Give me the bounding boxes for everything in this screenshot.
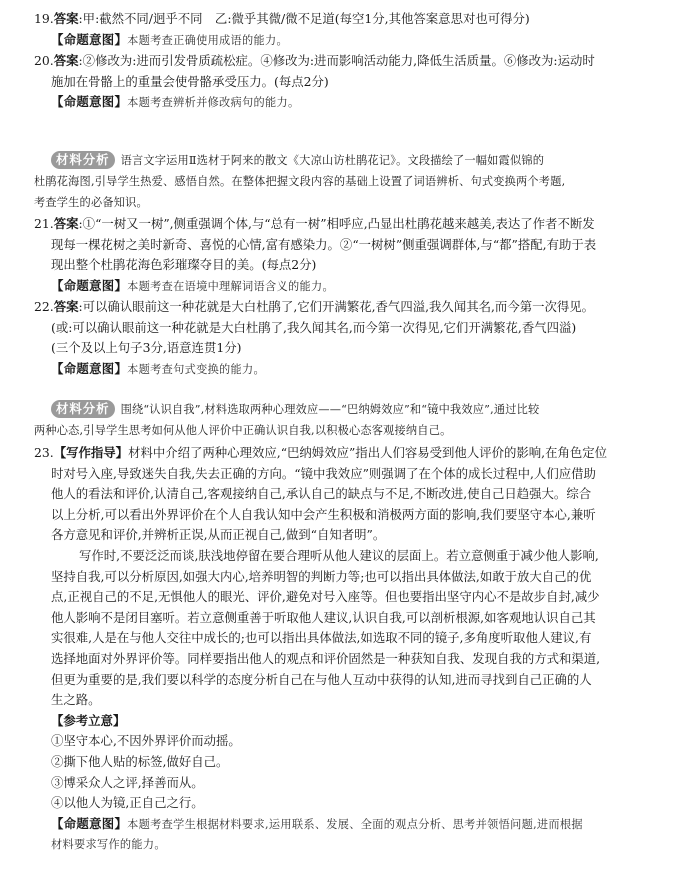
q23-guide-p1-2: 他人的看法和评价,认清自己,客观接纳自己,承认自己的缺点与不足,不断改进,使自己日趋强大。综合 (51, 486, 592, 502)
q23-intent-text-1: 本题考查学生根据材料要求,运用联系、发展、全面的观点分析、思考并领悟问题,进而根据 (127, 817, 583, 831)
analysis1-line-2: 杜鹃花海图,引导学生热爱、感悟自然。在整体把握文段内容的基础上设置了词语辨析、句式变换两个考题, (34, 175, 566, 188)
analysis2-line-2: 两种心态,引导学生思考如何从他人评价中正确认识自我,以积极心态客观接纳自己。 (34, 424, 452, 437)
q21-number: 21. (34, 216, 54, 231)
q20-answer-label: 答案 (53, 53, 79, 68)
q19-answer-line (34, 9, 664, 30)
q23-guide-p1-0: 材料中介绍了两种心理效应,“巴纳姆效应”指出人们容易受到他人评价的影响,在角色定位 (128, 445, 608, 460)
q23-ref-item-1: ①坚守本心,不因外界评价而动摇。 (51, 733, 241, 749)
q19-intent-label: 【命题意图】 (51, 31, 128, 47)
q21-answer-label: 答案 (53, 216, 79, 231)
q19-answer-label: 答案 (53, 11, 79, 26)
material-analysis-1 (51, 151, 664, 172)
q21-answer-line-2: 现每一棵花树之美时新奇、喜悦的心情,富有感染力。②“一树树”侧重强调群体,与“都”搭配,有助于表 (51, 236, 597, 252)
q22-answer-line-1 (34, 297, 664, 318)
q23-guide-p2-7: 生之路。 (51, 692, 101, 708)
q19-intent-text: 本题考查正确使用成语的能力。 (127, 33, 288, 47)
analysis2-line-1 (51, 400, 664, 421)
q22-intent-text: 本题考查句式变换的能力。 (127, 362, 266, 376)
q23-guide-p2-2: 点,正视自己的不足,无惧他人的眼光、评价,避免对号入座等。但也要指出坚守内心不是故步自封,减少 (51, 589, 600, 605)
q20-intent-text: 本题考查辨析并修改病句的能力。 (127, 96, 300, 110)
q23-guide-p2-1: 坚持自我,可以分析原因,如强大内心,培养明智的判断力等;也可以指出具体做法,如敢于放大自己的优 (51, 568, 592, 584)
analysis1-line-3: 考查学生的必备知识。 (34, 195, 148, 209)
q21-answer-line-1 (34, 214, 664, 235)
q23-guide-label: 【写作指导】 (53, 445, 129, 460)
q23-guide-p2-4: 实很难,人是在与他人交往中成长的;也可以指出具体做法,如选取不同的镜子,多角度听取他人建议,有 (51, 630, 592, 646)
q19-answer-text: :甲:截然不同/迥乎不同 乙:微乎其微/微不足道(每空1分,其他答案意思对也可得分) (78, 11, 530, 26)
question-19 (34, 9, 664, 51)
q23-guide-p2-5: 选择地面对外界评价等。同样要指出他人的观点和评价固然是一种获知自我、发现自我的方式和渠道, (51, 650, 601, 666)
q23-guide-p2-6: 但更为重要的是,我们要以科学的态度分析自己在与他人互动中获得的认知,进而寻找到自己正确的人 (51, 671, 592, 687)
q22-answer-text-1: :可以确认眼前这一种花就是大白杜鹃了,它们开满繁花,香气四溢,我久闻其名,而今第一次得见。 (78, 299, 595, 314)
q20-intent-line (34, 92, 664, 114)
q22-intent-label: 【命题意图】 (51, 360, 128, 376)
q20-answer-line-2: 施加在骨骼上的重量会使骨骼承受压力。(每点2分) (51, 73, 329, 89)
q21-answer-line-3: 现出整个杜鹃花海色彩璀璨夺目的美。(每点2分) (51, 257, 317, 273)
q19-intent-line (34, 30, 664, 52)
q23-guide-p2-0: 写作时,不要泛泛而谈,肤浅地停留在要合理听从他人建议的层面上。若立意侧重于减少他人影响, (79, 547, 599, 563)
q20-answer-line-1 (34, 51, 664, 72)
q23-intent-line-1 (34, 814, 664, 836)
q23-intent-line-2: 材料要求写作的能力。 (51, 838, 166, 852)
material-analysis-1-cont (34, 172, 664, 213)
q19-number: 19. (34, 11, 54, 26)
analysis2-badge: 材料分析 (51, 400, 115, 418)
q21-intent-text: 本题考查在语境中理解词语含义的能力。 (127, 279, 334, 293)
q23-guide-line-1 (34, 443, 664, 464)
q22-intent-line (34, 359, 664, 381)
q21-answer-text-1: :①“一树又一树”,侧重强调个体,与“总有一树”相呼应,凸显出杜鹃花越来越美,表达了作者不断发 (78, 216, 595, 231)
q23-ref-item-3: ③博采众人之评,择善而从。 (51, 774, 204, 790)
q23-ref-item-4: ④以他人为镜,正自己之行。 (51, 795, 204, 811)
q21-intent-line (34, 276, 664, 298)
q23-ref-item-2: ②撕下他人贴的标签,做好自己。 (51, 753, 229, 769)
question-23 (34, 443, 664, 856)
q22-answer-line-2: (或:可以确认眼前这一种花就是大白杜鹃了,我久闻其名,而今第一次得见,它们开满繁花,香气四溢) (51, 319, 577, 335)
q23-ref-heading: 【参考立意】 (51, 712, 126, 728)
q20-number: 20. (34, 53, 54, 68)
q22-answer-label: 答案 (53, 299, 79, 314)
q23-number: 23. (34, 445, 54, 460)
q23-guide-p1-1: 时对号入座,导致迷失自我,失去正确的方向。“镜中我效应”则强调了在个体的成长过程中,人们应借助 (51, 465, 596, 481)
analysis1-badge: 材料分析 (51, 151, 115, 169)
material-analysis-2 (51, 400, 664, 421)
analysis1-text-1: 语言文字运用Ⅱ选材于阿来的散文《大凉山访杜鹃花记》。文段描绘了一幅如霞似锦的 (120, 154, 545, 167)
q22-number: 22. (34, 299, 54, 314)
q22-answer-line-3: (三个及以上句子3分,语意连贯1分) (51, 340, 242, 356)
q23-guide-p1-3: 以上分析,可以看出外界评价在个人自我认知中会产生积极和消极两方面的影响,我们要坚守本心,兼听 (51, 506, 596, 522)
question-21 (34, 214, 664, 297)
q23-guide-p1-4: 各方意见和评价,并辨析正误,从而正视自己,做到“自知者明”。 (51, 527, 386, 543)
q20-answer-text-1: :②修改为:进而引发骨质疏松症。④修改为:进而影响活动能力,降低生活质量。⑥修改为:运动时 (78, 53, 595, 68)
q20-intent-label: 【命题意图】 (51, 94, 128, 110)
q21-intent-label: 【命题意图】 (51, 277, 128, 293)
q23-intent-label: 【命题意图】 (51, 815, 128, 831)
question-22 (34, 297, 664, 380)
question-20 (34, 51, 664, 114)
analysis2-text-1: 围绕“认识自我”,材料选取两种心理效应——“巴纳姆效应”和“镜中我效应”,通过比较 (120, 403, 540, 416)
q23-guide-p2-3: 他人影响不是闭目塞听。若立意侧重善于听取他人建议,认识自我,可以剖析根源,如客观地认识自己其 (51, 609, 596, 625)
material-analysis-2-cont (34, 421, 664, 442)
analysis1-line-1 (51, 151, 664, 172)
